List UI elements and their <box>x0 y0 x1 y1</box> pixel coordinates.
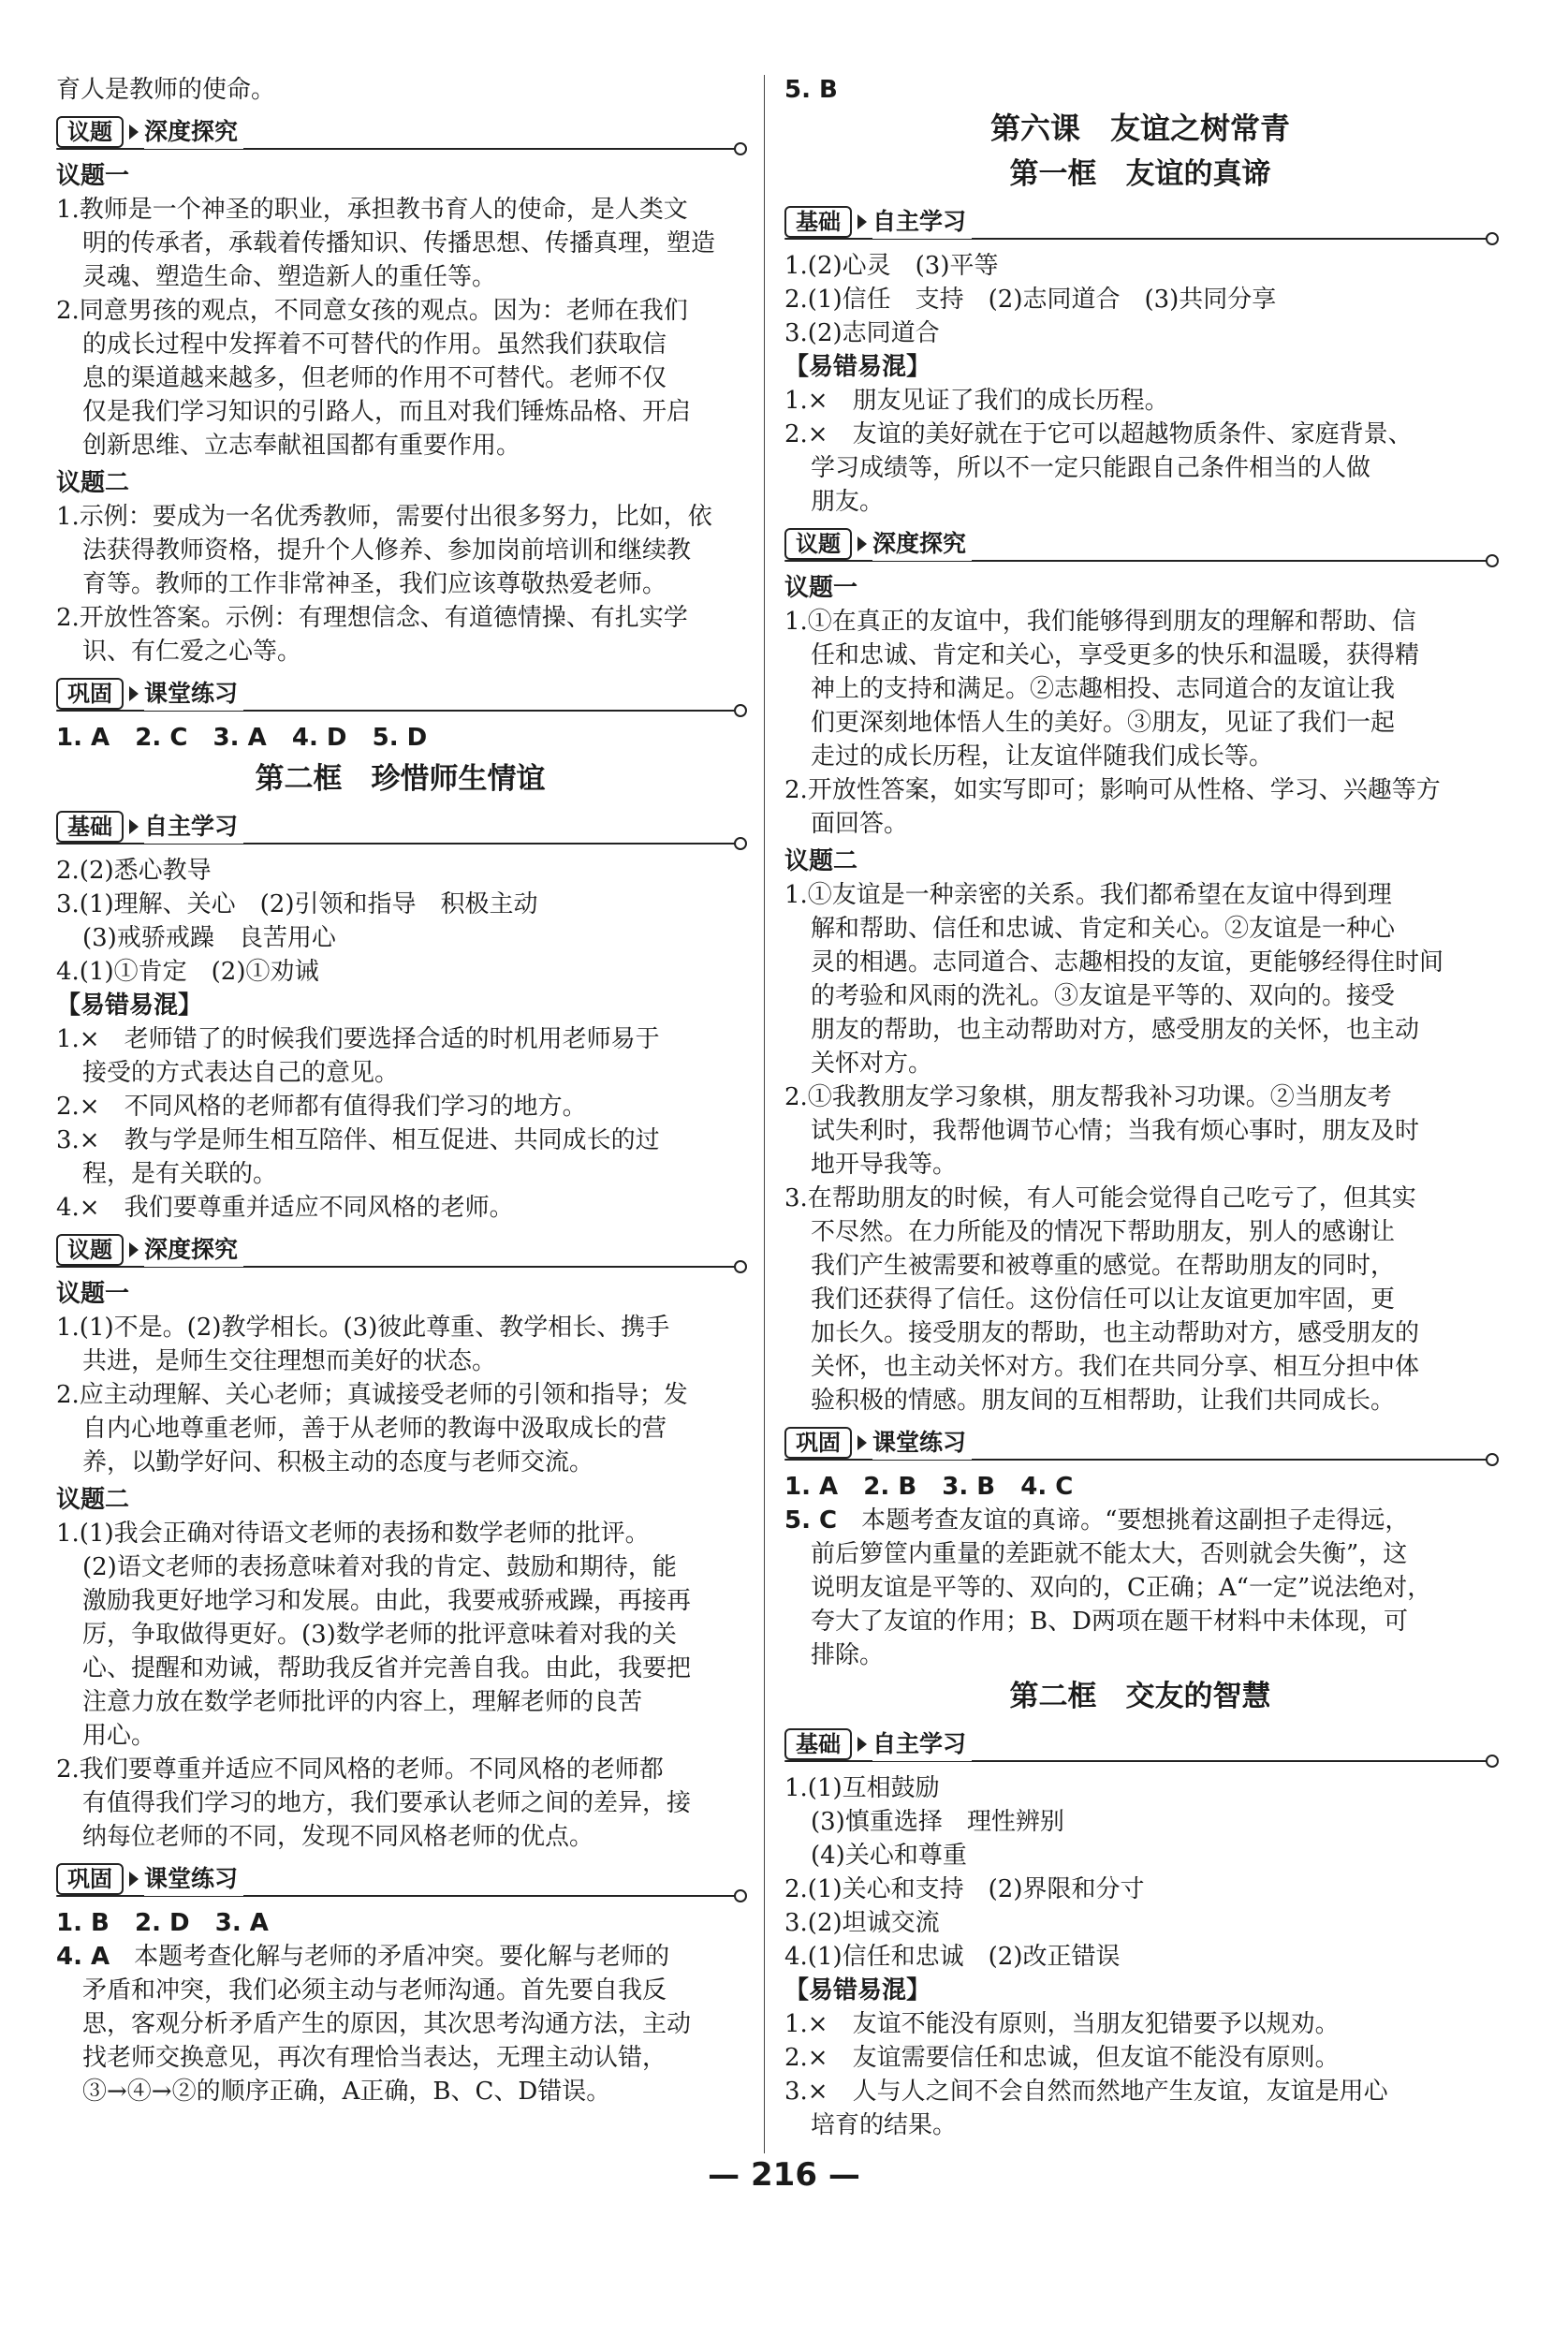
section-bar-explore <box>56 112 744 152</box>
topic-two-answers <box>784 878 1496 1417</box>
mistakes-answers <box>784 384 1496 519</box>
section-bar-explore <box>56 1230 744 1270</box>
answer-line: 心、提醒和劝诫，帮助我反省并完善自我。由此，我要把 <box>82 1654 692 1682</box>
section-title: 课堂练习 <box>144 1862 243 1896</box>
answer-line: 1.(2)心灵 (3)平等 <box>784 252 999 280</box>
section-tag: 基础 <box>784 206 852 238</box>
arrow-icon <box>129 125 139 140</box>
answer-line: 关怀，也主动关怀对方。我们在共同分享、相互分担中体 <box>811 1353 1420 1381</box>
answer-line: 3.(1)理解、关心 (2)引领和指导 积极主动 <box>56 890 538 918</box>
carryover-answer: 5. B <box>784 76 838 104</box>
answer-line: (3)戒骄戒躁 良苦用心 <box>82 924 336 952</box>
answer-line: 2.我们要尊重并适应不同风格的老师。不同风格的老师都 <box>56 1755 664 1784</box>
answer-line: 自内心地尊重老师，善于从老师的教诲中汲取成长的营 <box>82 1415 667 1443</box>
answer-line: 验积极的情感。朋友间的互相帮助，让我们共同成长。 <box>811 1387 1396 1415</box>
answer-line: 前后箩筐内重量的差距就不能太大，否则就会失衡”，这 <box>811 1540 1408 1568</box>
topic-two-answers <box>56 1517 744 1854</box>
answer-line: 4.(1)①肯定 (2)①劝诫 <box>56 958 319 986</box>
section-title: 深度探究 <box>144 1233 243 1267</box>
topic-label: 议题二 <box>56 1486 130 1514</box>
answer-line: ③→④→②的顺序正确，A正确，B、C、D错误。 <box>82 2078 611 2106</box>
answer-line: 的考验和风雨的洗礼。③友谊是平等的、双向的。接受 <box>811 982 1396 1010</box>
answer-line: 4.(1)信任和忠诚 (2)改正错误 <box>784 1943 1121 1971</box>
answer-line: 3.(2)坦诚交流 <box>784 1909 940 1937</box>
answer-line: 3.在帮助朋友的时候，有人可能会觉得自己吃亏了，但其实 <box>784 1184 1416 1212</box>
answer-line: 2.× 友谊的美好就在于它可以超越物质条件、家庭背景、 <box>784 420 1413 448</box>
mistakes-answers <box>784 2007 1496 2142</box>
answer-line: 创新思维、立志奉献祖国都有重要作用。 <box>82 432 521 460</box>
answer-line: 3.× 教与学是师生相互陪伴、相互促进、共同成长的过 <box>56 1126 660 1154</box>
arrow-icon <box>129 819 139 834</box>
answer-line: 1.× 友谊不能没有原则，当朋友犯错要予以规劝。 <box>784 2010 1340 2038</box>
answer-line: 的成长过程中发挥着不可替代的作用。虽然我们获取信 <box>82 330 667 359</box>
answer-line: 我们产生被需要和被尊重的感觉。在帮助朋友的同时， <box>811 1252 1396 1280</box>
answer-line: 朋友的帮助，也主动帮助对方，感受朋友的关怀，也主动 <box>811 1016 1420 1044</box>
answer-line: 培育的结果。 <box>811 2111 958 2139</box>
section-tag: 巩固 <box>56 678 124 710</box>
answer-line: 面回答。 <box>811 810 909 838</box>
section-tag: 基础 <box>56 811 124 843</box>
page-number: — 216 — <box>708 2156 860 2194</box>
answer-line: 明的传承者，承载着传播知识、传播思想、传播真理，塑造 <box>82 229 716 257</box>
section-title: 深度探究 <box>872 527 972 561</box>
answer-line: 厉，争取做得更好。(3)数学老师的批评意味着对我的关 <box>82 1621 677 1649</box>
topic-label: 议题一 <box>56 162 130 190</box>
answer-line: 识、有仁爱之心等。 <box>82 638 302 666</box>
answer-line: 息的渠道越来越多，但老师的作用不可替代。老师不仅 <box>82 364 667 392</box>
answer-line: 1.示例：要成为一名优秀教师，需要付出很多努力，比如，依 <box>56 503 712 531</box>
basic-answers <box>784 249 1496 350</box>
answer-line: 仅是我们学习知识的引路人，而且对我们锤炼品格、开启 <box>82 398 692 426</box>
section-title: 自主学习 <box>872 205 972 239</box>
topic-one-answers <box>784 605 1496 841</box>
answer-line: 走过的成长历程，让友谊伴随我们成长等。 <box>811 742 1274 771</box>
topic-one-answers <box>56 193 744 463</box>
answer-line: 注意力放在数学老师批评的内容上，理解老师的良苦 <box>82 1688 643 1716</box>
answer-five-explanation <box>784 1504 1496 1672</box>
section-tag: 巩固 <box>56 1863 124 1895</box>
answer-line: 共进，是师生交往理想而美好的状态。 <box>82 1347 497 1375</box>
answer-line: 2.(2)悉心教导 <box>56 857 212 885</box>
answer-line: 1.(1)不是。(2)教学相长。(3)彼此尊重、教学相长、携手 <box>56 1314 670 1342</box>
answer-line: 4.× 我们要尊重并适应不同风格的老师。 <box>56 1194 514 1222</box>
section-title: 深度探究 <box>144 115 243 149</box>
answer-line: 1.教师是一个神圣的职业，承担教书育人的使命，是人类文 <box>56 196 688 224</box>
topic-one-answers <box>56 1311 744 1479</box>
answer-line: 任和忠诚、肯定和关心，享受更多的快乐和温暖，获得精 <box>811 641 1420 669</box>
topic-label: 议题二 <box>56 469 130 497</box>
section-tag: 议题 <box>56 116 124 148</box>
answer-line: (4)关心和尊重 <box>811 1842 967 1870</box>
left-column <box>56 73 744 2108</box>
mistakes-label: 【易错易混】 <box>784 353 931 381</box>
answer-line: 灵的相遇。志同道合、志趣相投的友谊，更能够经得住时间 <box>811 948 1444 977</box>
answer-line: 2.× 友谊需要信任和忠诚，但友谊不能没有原则。 <box>784 2044 1340 2072</box>
answer-line: 法获得教师资格，提升个人修养、参加岗前培训和继续教 <box>82 536 692 565</box>
section-heading: 第二框 交友的智慧 <box>1009 1680 1271 1713</box>
answer-line: 关怀对方。 <box>811 1050 933 1078</box>
carryover-line: 育人是教师的使命。 <box>56 76 276 104</box>
answer-line: 程，是有关联的。 <box>82 1160 278 1188</box>
answer-line: 1.× 老师错了的时候我们要选择合适的时机用老师易于 <box>56 1025 660 1053</box>
answer-line: 3.(2)志同道合 <box>784 319 940 347</box>
answer-key: 1. A 2. C 3. A 4. D 5. D <box>56 724 428 752</box>
answer-line: 灵魂、塑造生命、塑造新人的重任等。 <box>82 263 497 291</box>
answer-line: 矛盾和冲突，我们必须主动与老师沟通。首先要自我反 <box>82 1976 667 2005</box>
answer-key: 1. A 2. B 3. B 4. C <box>784 1473 1074 1501</box>
answer-line: 1.①在真正的友谊中，我们能够得到朋友的理解和帮助、信 <box>784 608 1416 636</box>
mistakes-answers <box>56 1022 744 1225</box>
answer-line: 2.(1)信任 支持 (2)志同道合 (3)共同分享 <box>784 286 1277 314</box>
topic-two-answers <box>56 500 744 668</box>
answer-line: 说明友谊是平等的、双向的，C正确；A“一定”说法绝对， <box>811 1574 1432 1602</box>
section-bar-basic <box>784 202 1496 242</box>
answer-line: 夸大了友谊的作用；B、D两项在题干材料中未体现，可 <box>811 1608 1408 1636</box>
topic-label: 议题一 <box>56 1280 130 1308</box>
answer-line: 2.开放性答案，如实写即可；影响可从性格、学习、兴趣等方 <box>784 776 1441 804</box>
answer-line: 接受的方式表达自己的意见。 <box>82 1059 400 1087</box>
answer-line: 1.①友谊是一种亲密的关系。我们都希望在友谊中得到理 <box>784 881 1392 909</box>
answer-line: 1.(1)互相鼓励 <box>784 1774 940 1802</box>
section-heading: 第一框 友谊的真谛 <box>1009 157 1271 191</box>
section-title: 课堂练习 <box>144 677 243 711</box>
answer-line: 找老师交换意见，再次有理恰当表达，无理主动认错， <box>82 2044 667 2072</box>
answer-line: 纳每位老师的不同，发现不同风格老师的优点。 <box>82 1823 594 1851</box>
section-title: 自主学习 <box>144 810 243 844</box>
answer-line: 2.(1)关心和支持 (2)界限和分寸 <box>784 1875 1145 1903</box>
answer-line: 试失利时，我帮他调节心情；当我有烦心事时，朋友及时 <box>811 1117 1420 1145</box>
section-bar-practice <box>56 674 744 713</box>
section-bar-practice <box>784 1423 1496 1462</box>
basic-answers <box>56 854 744 989</box>
answer-line: 本题考查友谊的真谛。“要想挑着这副担子走得远， <box>861 1506 1410 1535</box>
answer-line: 有值得我们学习的地方，我们要承认老师之间的差异，接 <box>82 1789 692 1817</box>
arrow-icon <box>857 214 867 229</box>
arrow-icon <box>129 1242 139 1257</box>
column-divider <box>764 75 765 2153</box>
basic-answers <box>784 1771 1496 1974</box>
arrow-icon <box>129 686 139 701</box>
topic-label: 议题一 <box>784 574 858 602</box>
section-bar-basic <box>56 807 744 846</box>
answer-line: 加长久。接受朋友的帮助，也主动帮助对方，感受朋友的 <box>811 1319 1420 1347</box>
arrow-icon <box>857 1435 867 1450</box>
section-bar-basic <box>784 1725 1496 1764</box>
answer-line: 2.开放性答案。示例：有理想信念、有道德情操、有扎实学 <box>56 604 688 632</box>
section-tag: 巩固 <box>784 1427 852 1459</box>
answer-line: 1.(1)我会正确对待语文老师的表扬和数学老师的批评。 <box>56 1520 650 1548</box>
answer-line: 排除。 <box>811 1641 885 1669</box>
answer-line: 解和帮助、信任和忠诚、肯定和关心。②友谊是一种心 <box>811 915 1396 943</box>
answer-line: 朋友。 <box>811 488 885 516</box>
answer-line: 我们还获得了信任。这份信任可以让友谊更加牢固，更 <box>811 1285 1396 1314</box>
section-title: 课堂练习 <box>872 1426 972 1460</box>
answer-line: 育等。教师的工作非常神圣，我们应该尊敬热爱老师。 <box>82 570 667 598</box>
section-bar-explore <box>784 524 1496 564</box>
answer-line: 用心。 <box>82 1722 156 1750</box>
answer-line: 思，客观分析矛盾产生的原因，其次思考沟通方法，主动 <box>82 2010 692 2038</box>
answer-number: 5. C <box>784 1506 838 1535</box>
answer-line: 本题考查化解与老师的矛盾冲突。要化解与老师的 <box>134 1943 670 1971</box>
lesson-heading: 第六课 友谊之树常青 <box>989 110 1290 146</box>
mistakes-label: 【易错易混】 <box>784 1976 931 2005</box>
answer-line: 2.①我教朋友学习象棋，朋友帮我补习功课。②当朋友考 <box>784 1083 1392 1111</box>
arrow-icon <box>129 1872 139 1887</box>
answer-line: 2.同意男孩的观点，不同意女孩的观点。因为：老师在我们 <box>56 297 688 325</box>
answer-line: 学习成绩等，所以不一定只能跟自己条件相当的人做 <box>811 454 1371 482</box>
answer-line: 2.应主动理解、关心老师；真诚接受老师的引领和指导；发 <box>56 1381 688 1409</box>
section-tag: 基础 <box>784 1728 852 1760</box>
answer-line: 们更深刻地体悟人生的美好。③朋友，见证了我们一起 <box>811 709 1396 737</box>
section-tag: 议题 <box>784 528 852 560</box>
answer-four-explanation <box>56 1940 744 2108</box>
section-title: 自主学习 <box>872 1727 972 1761</box>
answer-line: 1.× 朋友见证了我们的成长历程。 <box>784 387 1169 415</box>
topic-label: 议题二 <box>784 847 858 875</box>
answer-number: 4. A <box>56 1943 110 1971</box>
answer-line: 地开导我等。 <box>811 1151 958 1179</box>
answer-key: 1. B 2. D 3. A <box>56 1909 269 1937</box>
mistakes-label: 【易错易混】 <box>56 991 203 1020</box>
answer-line: 神上的支持和满足。②志趣相投、志同道合的友谊让我 <box>811 675 1396 703</box>
answer-line: 激励我更好地学习和发展。由此，我要戒骄戒躁，再接再 <box>82 1587 692 1615</box>
answer-line: 3.× 人与人之间不会自然而然地产生友谊，友谊是用心 <box>784 2078 1388 2106</box>
arrow-icon <box>857 1737 867 1752</box>
lesson-heading: 第二框 珍惜师生情谊 <box>255 762 546 796</box>
section-tag: 议题 <box>56 1234 124 1266</box>
answer-line: 养，以勤学好问、积极主动的态度与老师交流。 <box>82 1448 594 1476</box>
answer-line: (3)慎重选择 理性辨别 <box>811 1808 1064 1836</box>
arrow-icon <box>857 536 867 551</box>
answer-line: (2)语文老师的表扬意味着对我的肯定、鼓励和期待，能 <box>82 1553 677 1581</box>
section-bar-practice <box>56 1859 744 1899</box>
answer-line: 不尽然。在力所能及的情况下帮助朋友，别人的感谢让 <box>811 1218 1396 1246</box>
right-column <box>784 73 1496 2142</box>
answer-line: 2.× 不同风格的老师都有值得我们学习的地方。 <box>56 1093 587 1121</box>
